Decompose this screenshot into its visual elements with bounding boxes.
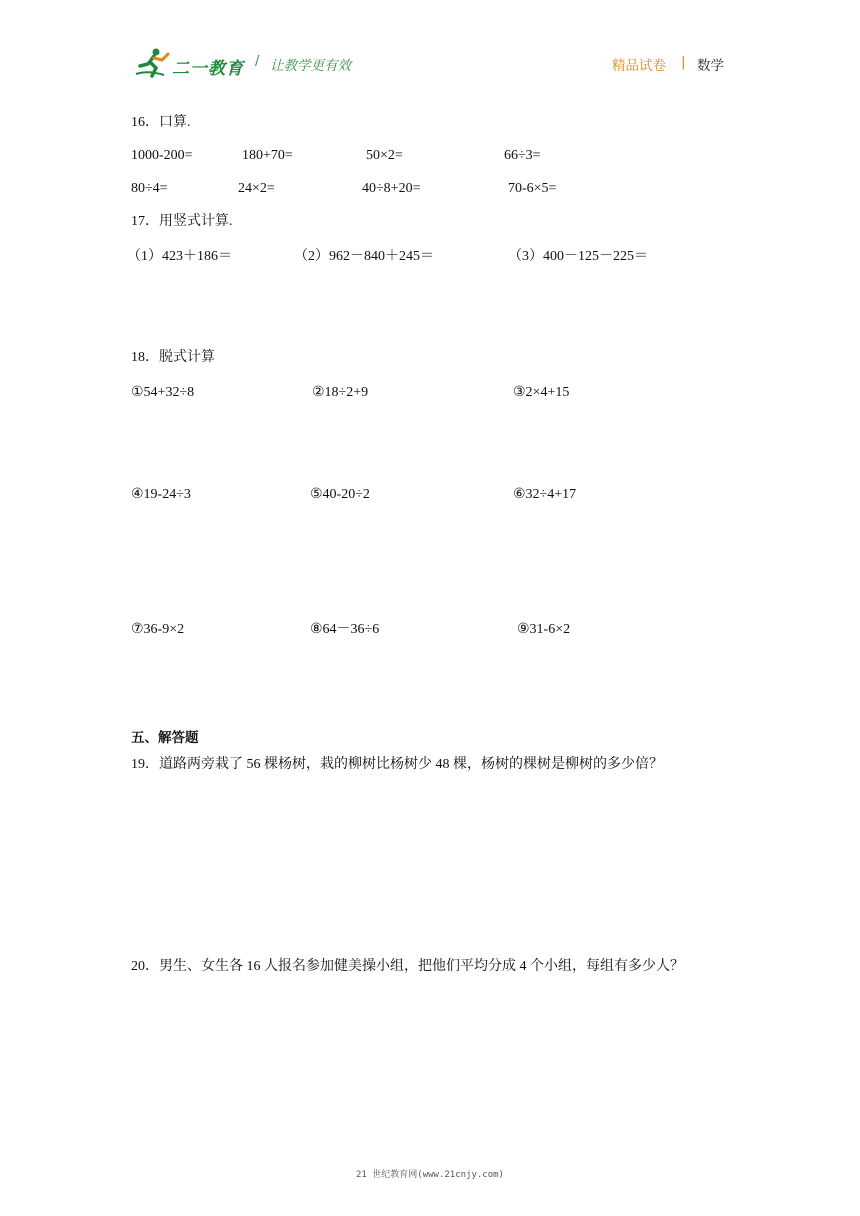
runner-logo-icon	[134, 46, 172, 80]
header-slogan: 让教学更有效	[270, 58, 351, 74]
header-right-label: 精品试卷	[612, 58, 666, 74]
header-divider: |	[681, 54, 686, 70]
q18-item: ②18÷2+9	[312, 385, 369, 400]
q18-item: ④19-24÷3	[131, 487, 191, 502]
q18-item: ⑦36-9×2	[131, 622, 185, 637]
q16-item: 66÷3=	[504, 148, 541, 163]
q17-item: （1）423＋186＝	[127, 249, 232, 264]
q16-item: 40÷8+20=	[362, 181, 421, 196]
q18-item: ⑧64－36÷6	[310, 622, 380, 637]
page-footer: 21 世纪教育网(www.21cnjy.com)	[356, 1170, 504, 1180]
q18-item: ①54+32÷8	[131, 385, 195, 400]
q20-text: 20．男生、女生各 16 人报名参加健美操小组，把他们平均分成 4 个小组，每组有多少人？	[131, 959, 684, 974]
q19-text: 19．道路两旁栽了 56 棵杨树，栽的柳树比杨树少 48 棵，杨树的棵树是柳树的多少倍？	[131, 757, 663, 772]
header-separator: /	[255, 54, 260, 69]
section-title: 五、解答题	[131, 730, 199, 746]
q17-item: （2）962－840＋245＝	[294, 249, 434, 264]
q18-item: ⑨31-6×2	[517, 622, 571, 637]
q18-item: ③2×4+15	[513, 385, 570, 400]
q17-title: 17．用竖式计算.	[131, 214, 233, 229]
q16-title: 16．口算.	[131, 115, 191, 130]
header-subject: 数学	[697, 58, 724, 74]
q16-item: 1000-200=	[131, 148, 193, 163]
q16-item: 50×2=	[366, 148, 403, 163]
q16-item: 70-6×5=	[508, 181, 557, 196]
logo-text: 二一教育	[172, 59, 244, 79]
q16-item: 80÷4=	[131, 181, 168, 196]
q18-item: ⑤40-20÷2	[310, 487, 370, 502]
q16-item: 24×2=	[238, 181, 275, 196]
q18-title: 18．脱式计算	[131, 350, 215, 365]
q18-item: ⑥32÷4+17	[513, 487, 577, 502]
q17-item: （3）400－125－225＝	[508, 249, 648, 264]
q16-item: 180+70=	[242, 148, 293, 163]
